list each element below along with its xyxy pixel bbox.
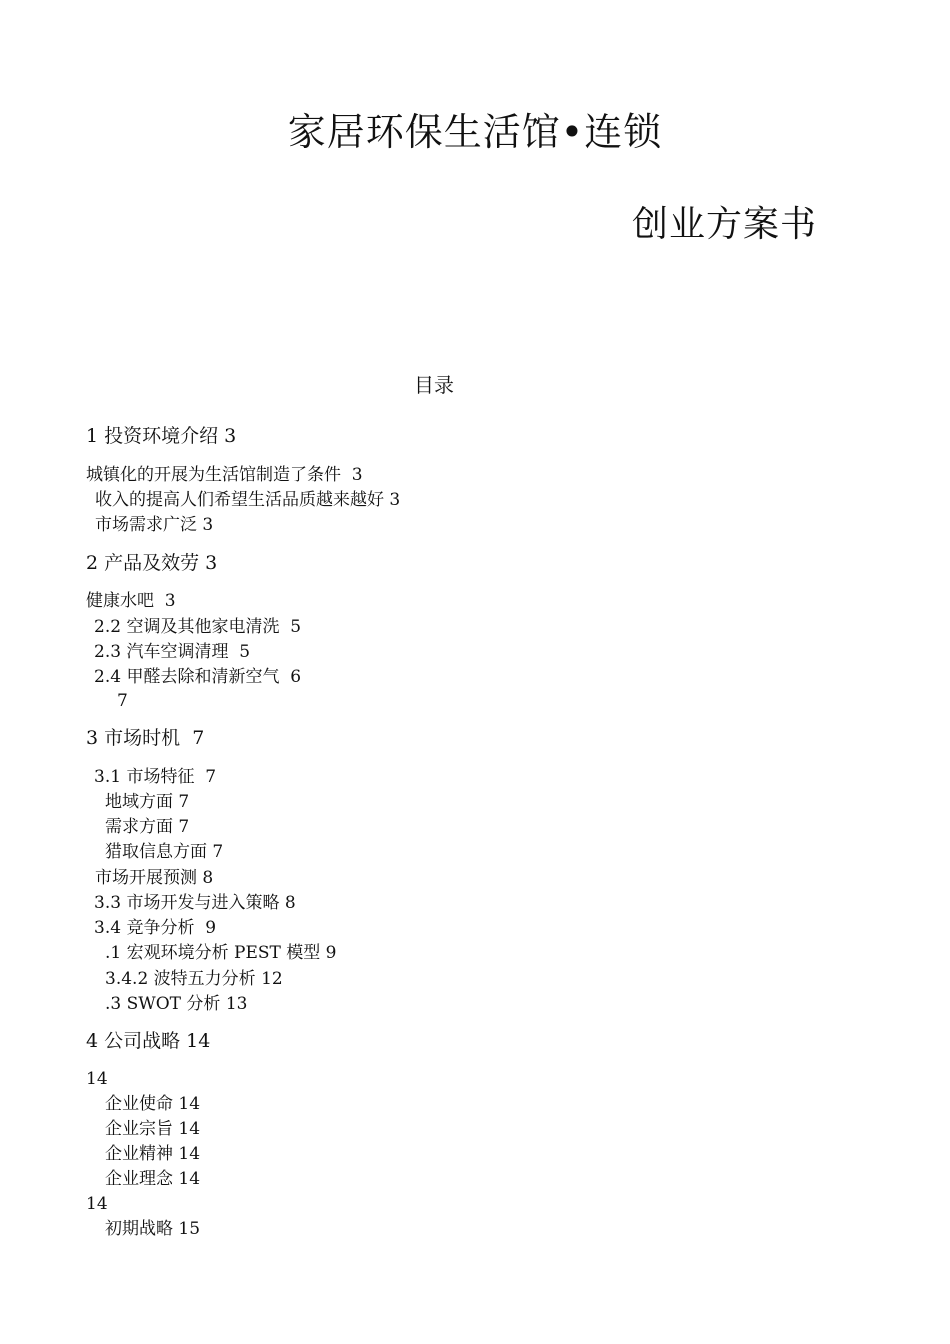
toc-entry[interactable]: 2.4 甲醛去除和清新空气 6 bbox=[94, 667, 302, 687]
toc-entry[interactable]: 初期战略 15 bbox=[105, 1219, 201, 1239]
toc-entry[interactable]: 需求方面 7 bbox=[105, 817, 190, 837]
toc-entry[interactable]: 健康水吧 3 bbox=[86, 591, 176, 611]
toc-entry[interactable]: 企业使命 14 bbox=[105, 1094, 201, 1114]
toc-entry[interactable]: 2.3 汽车空调清理 5 bbox=[94, 642, 251, 662]
toc-heading: 目录 bbox=[414, 373, 454, 397]
toc-entry[interactable]: 猎取信息方面 7 bbox=[105, 842, 224, 862]
toc-entry[interactable]: 3.4.2 波特五力分析 12 bbox=[105, 969, 283, 989]
toc-entry[interactable]: 城镇化的开展为生活馆制造了条件 3 bbox=[86, 465, 363, 485]
toc-entry[interactable]: 14 bbox=[86, 1194, 108, 1214]
toc-entry[interactable]: 企业理念 14 bbox=[105, 1169, 201, 1189]
document-title: 家居环保生活馆•连锁 bbox=[287, 110, 663, 154]
toc-entry[interactable]: 2.2 空调及其他家电清洗 5 bbox=[94, 617, 302, 637]
toc-entry[interactable]: 收入的提高人们希望生活品质越来越好 3 bbox=[95, 490, 401, 510]
toc-entry[interactable]: 1 投资环境介绍 3 bbox=[86, 425, 237, 447]
document-subtitle: 创业方案书 bbox=[632, 204, 818, 245]
toc-entry[interactable]: 3.4 竞争分析 9 bbox=[94, 918, 217, 938]
toc-entry[interactable]: 企业宗旨 14 bbox=[105, 1119, 201, 1139]
toc-entry[interactable]: 企业精神 14 bbox=[105, 1144, 201, 1164]
toc-entry[interactable]: 市场需求广泛 3 bbox=[95, 515, 214, 535]
toc-entry[interactable]: 地域方面 7 bbox=[105, 792, 190, 812]
toc-entry[interactable]: 14 bbox=[86, 1069, 108, 1089]
toc-entry[interactable]: 市场开展预测 8 bbox=[95, 868, 214, 888]
toc-entry[interactable]: 3.3 市场开发与进入策略 8 bbox=[94, 893, 296, 913]
toc-entry[interactable]: .3 SWOT 分析 13 bbox=[105, 994, 248, 1014]
toc-entry[interactable]: 4 公司战略 14 bbox=[86, 1030, 211, 1052]
toc-entry[interactable]: .1 宏观环境分析 PEST 模型 9 bbox=[105, 943, 337, 963]
toc-entry[interactable]: 3.1 市场特征 7 bbox=[94, 767, 217, 787]
toc-entry[interactable]: 2 产品及效劳 3 bbox=[86, 552, 218, 574]
toc-entry[interactable]: 7 bbox=[117, 691, 128, 711]
toc-entry[interactable]: 3 市场时机 7 bbox=[86, 727, 205, 749]
